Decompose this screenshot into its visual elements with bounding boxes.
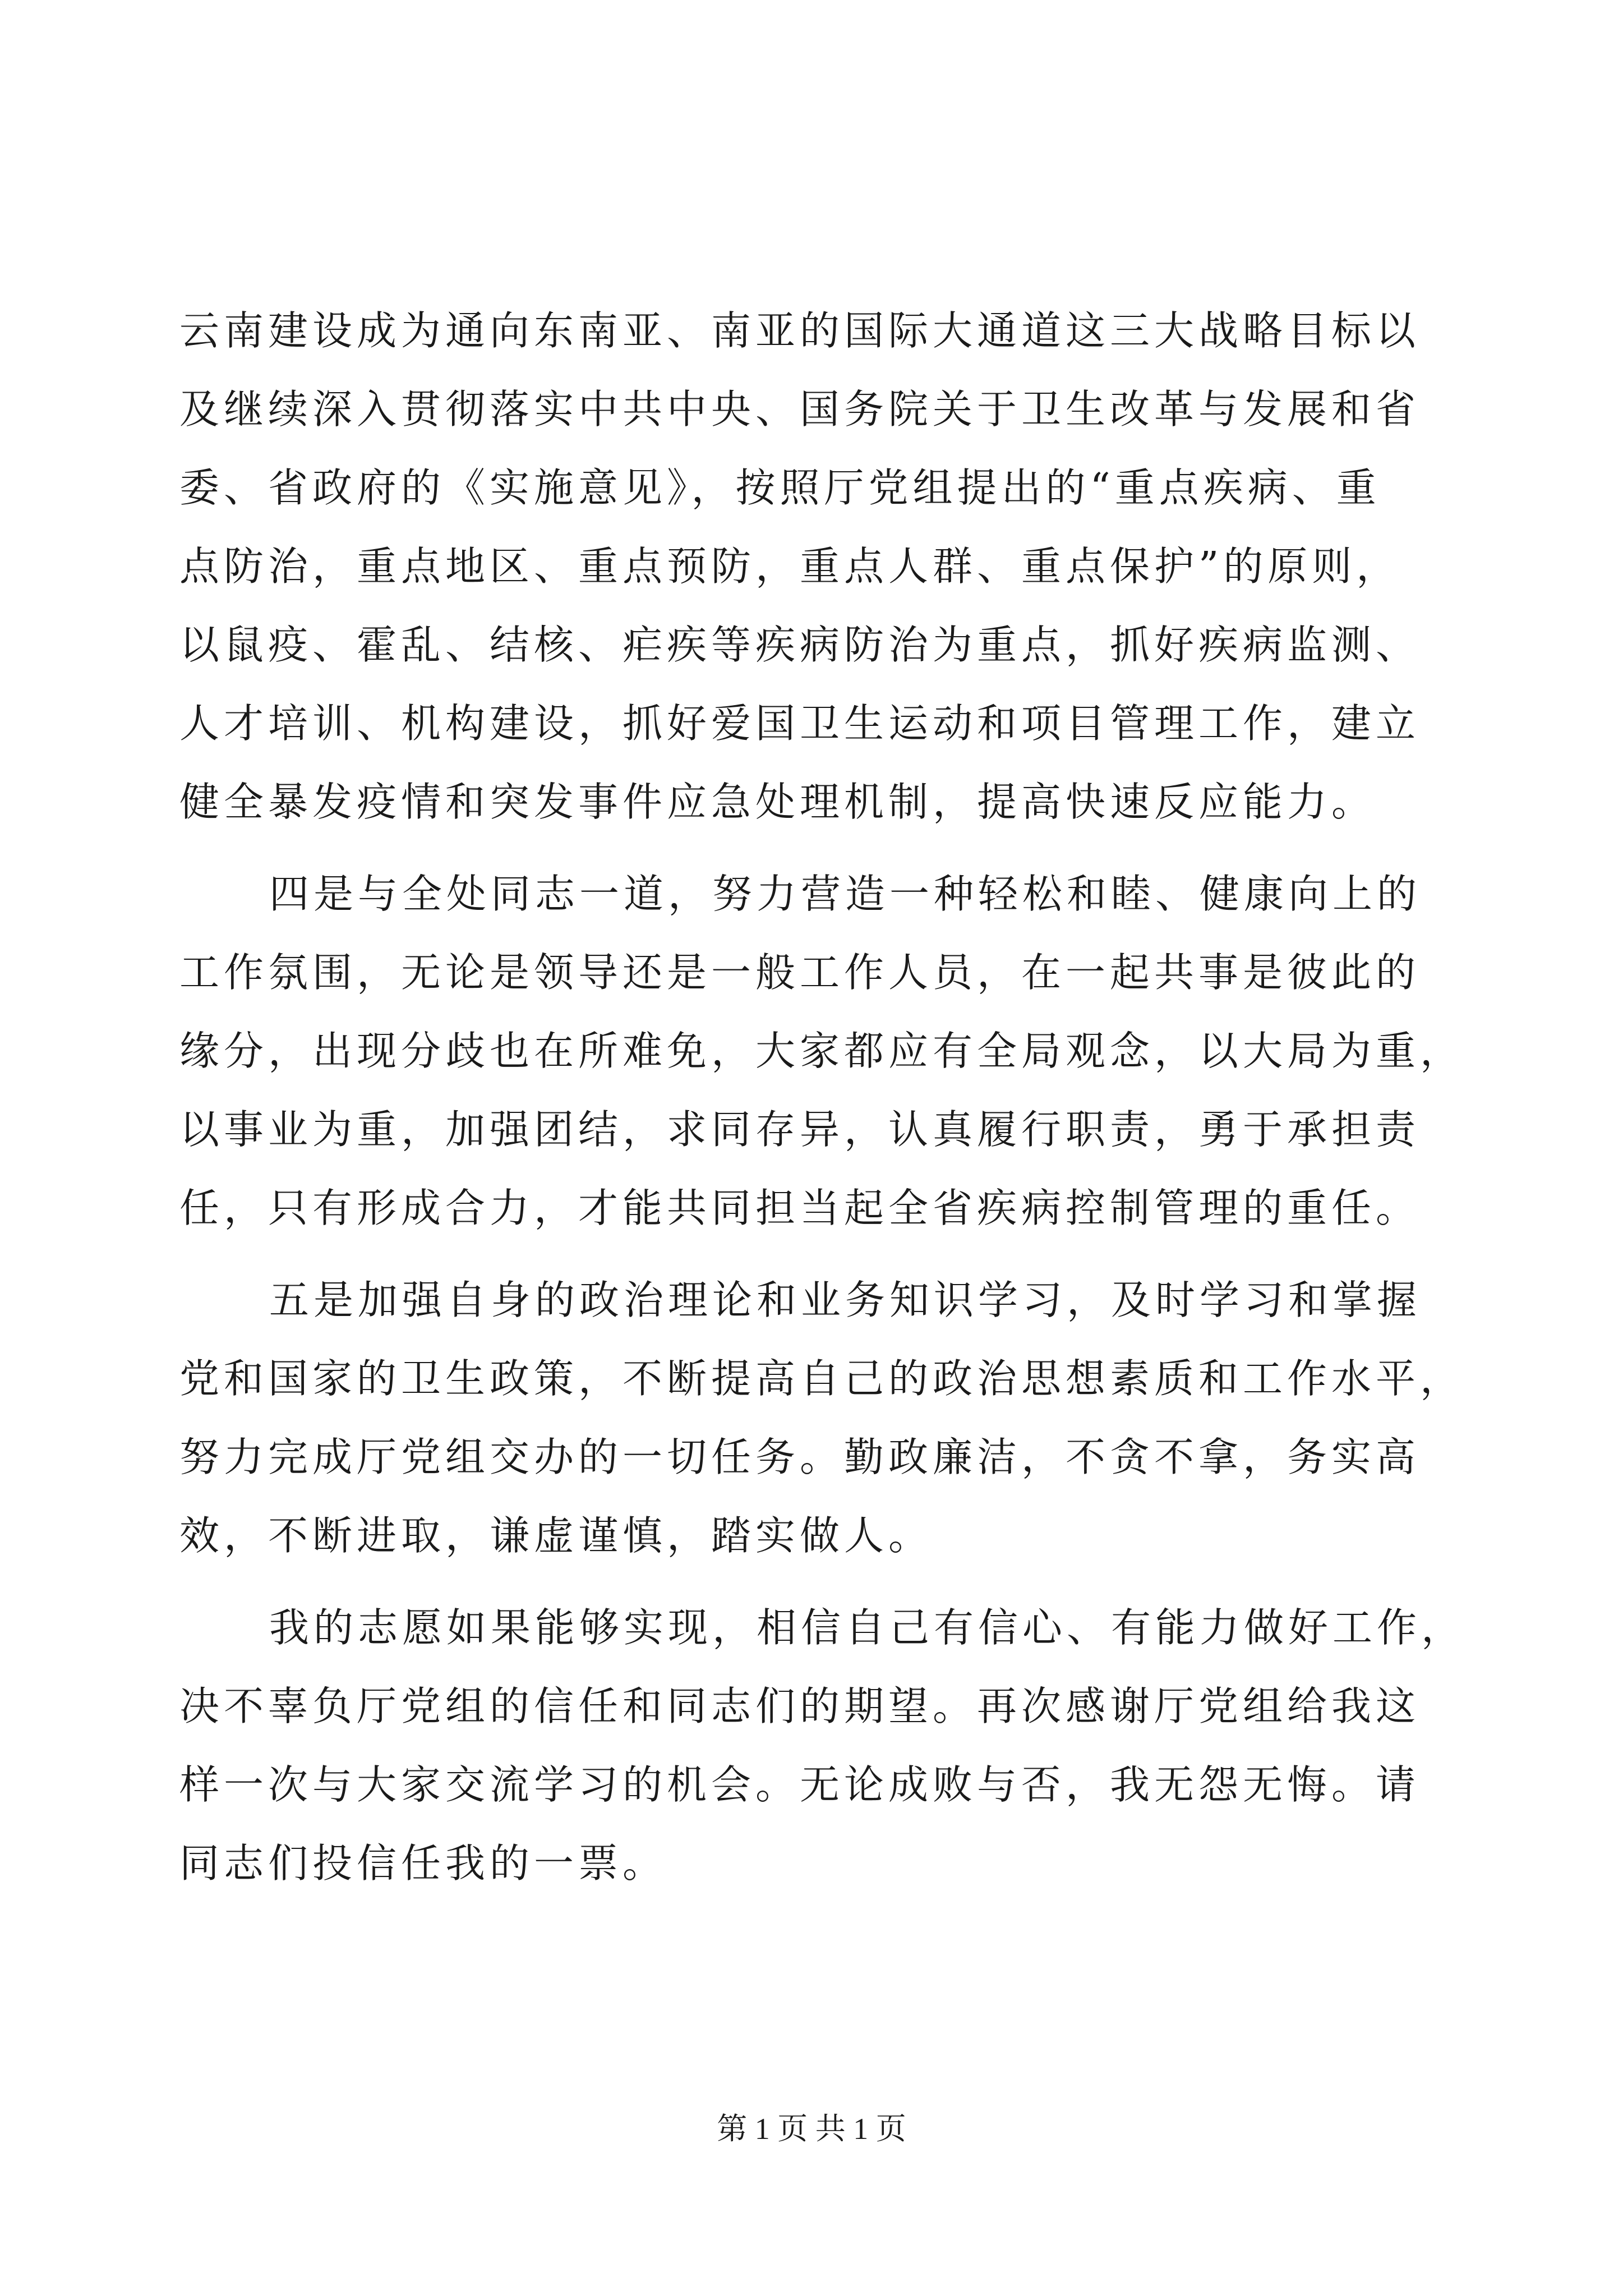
text-line: 以事业为重，加强团结，求同存异，认真履行职责，勇于承担责	[179, 1106, 1421, 1153]
text-line: 缘分，出现分歧也在所难免，大家都应有全局观念，以大局为重，	[179, 1028, 1465, 1074]
text-line: 任，只有形成合力，才能共同担当起全省疾病控制管理的重任。	[179, 1185, 1421, 1231]
text-line: 样一次与大家交流学习的机会。无论成败与否，我无怨无悔。请	[179, 1761, 1421, 1808]
paragraph-4	[179, 1589, 1466, 1903]
text-line: 决不辜负厅党组的信任和同志们的期望。再次感谢厅党组给我这	[179, 1683, 1421, 1729]
text-line: 人才培训、机构建设，抓好爱国卫生运动和项目管理工作，建立	[179, 700, 1421, 747]
paragraph-1	[179, 292, 1430, 841]
text-line: 点防治，重点地区、重点预防，重点人群、重点保护”的原则，	[179, 543, 1401, 590]
text-line: 五是加强自身的政治理论和业务知识学习，及时学习和掌握	[269, 1277, 1422, 1323]
text-line: 努力完成厅党组交办的一切任务。勤政廉洁，不贪不拿，务实高	[179, 1434, 1421, 1480]
text-line: 云南建设成为通向东南亚、南亚的国际大通道这三大战略目标以	[179, 307, 1421, 354]
paragraph-2	[179, 855, 1465, 1248]
text-line: 及继续深入贯彻落实中共中央、国务院关于卫生改革与发展和省	[179, 386, 1421, 432]
text-line: 委、省政府的《实施意见》，按照厅党组提出的“重点疾病、重	[179, 464, 1381, 511]
page-number-footer: 第 1 页 共 1 页	[717, 2112, 906, 2146]
text-line: 同志们投信任我的一票。	[179, 1840, 667, 1887]
text-line: 健全暴发疫情和突发事件应急处理机制，提高快速反应能力。	[179, 779, 1376, 825]
text-line: 我的志愿如果能够实现，相信自己有信心、有能力做好工作，	[269, 1604, 1466, 1651]
text-line: 四是与全处同志一道，努力营造一种轻松和睦、健康向上的	[269, 871, 1422, 917]
document-body	[179, 292, 1466, 1903]
paragraph-3	[179, 1261, 1465, 1575]
text-line: 工作氛围，无论是领导还是一般工作人员，在一起共事是彼此的	[179, 949, 1421, 996]
text-line: 以鼠疫、霍乱、结核、疟疾等疾病防治为重点，抓好疾病监测、	[179, 622, 1421, 668]
text-line: 效，不断进取，谦虚谨慎，踏实做人。	[179, 1512, 933, 1559]
text-line: 党和国家的卫生政策，不断提高自己的政治思想素质和工作水平，	[179, 1355, 1465, 1402]
